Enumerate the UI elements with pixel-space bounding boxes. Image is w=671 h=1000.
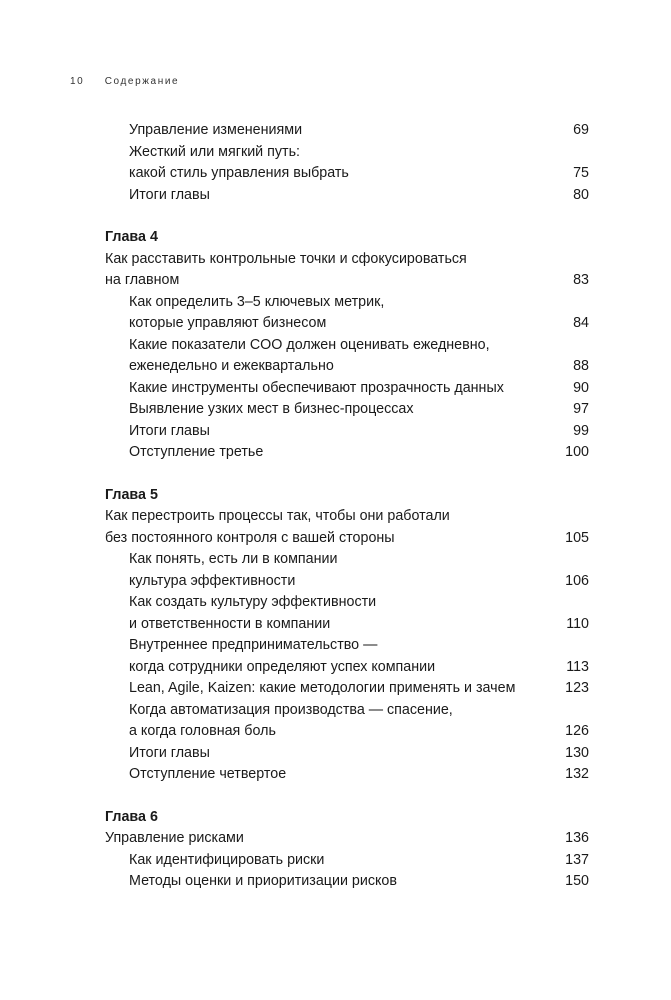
toc-entry-line: [105, 249, 589, 271]
toc-subentry-line: [105, 571, 589, 593]
toc-entry-text: на главном: [105, 272, 180, 288]
toc-entry-text: Lean, Agile, Kaizen: какие методологии применять и зачем: [129, 680, 516, 696]
toc-subentry-line: [105, 378, 589, 400]
page-number: 10: [70, 76, 85, 87]
toc-page-number: 97: [573, 401, 589, 417]
toc-page-number: 88: [573, 358, 589, 374]
toc-entry-text: Методы оценки и приоритизации рисков: [129, 873, 397, 889]
running-title: Содержание: [104, 76, 180, 87]
toc-subentry-line: [105, 678, 589, 700]
toc-entry-text: какой стиль управления выбрать: [129, 165, 349, 181]
toc-page-number: 84: [573, 315, 589, 331]
toc-chapter: [105, 227, 589, 464]
toc-subentry-line: [105, 635, 589, 657]
toc-subentry-line: [105, 120, 589, 142]
toc-page-number: 132: [565, 766, 589, 782]
toc-entry-text: культура эффективности: [129, 572, 296, 589]
toc-subentry-line: [105, 871, 589, 893]
toc-entry-line: [105, 506, 589, 528]
toc-entry-text: Управление изменениями: [129, 122, 303, 138]
toc-entry-text: Как определить 3–5 ключевых метрик,: [129, 293, 385, 310]
toc-subentry-line: [105, 356, 589, 378]
toc-page-number: 83: [573, 272, 589, 288]
toc-entry-text: Жесткий или мягкий путь:: [129, 143, 301, 160]
toc-entry-text: Какие показатели COO должен оценивать ежедневно,: [129, 336, 490, 353]
toc-entry-text: Отступление четвертое: [129, 766, 287, 782]
toc-section-continued: [105, 120, 589, 206]
toc-chapter: [105, 485, 589, 786]
toc-subentry-line: [105, 185, 589, 207]
toc-entry-line: [105, 528, 589, 550]
toc-subentry-line: [105, 142, 589, 164]
toc-page-number: 80: [573, 186, 589, 203]
toc-entry-text: Как понять, есть ли в компании: [129, 551, 338, 567]
toc-entry-text: Итоги главы: [129, 744, 210, 761]
toc-page-number: 106: [565, 572, 589, 589]
toc-subentry-line: [105, 592, 589, 614]
toc-entry-text: и ответственности в компании: [129, 615, 331, 632]
toc-entry-text: Как создать культуру эффективности: [129, 594, 377, 610]
toc-page-number: 90: [573, 379, 589, 396]
toc-entry-text: Внутреннее предпринимательство —: [129, 637, 378, 653]
toc-page-number: 137: [565, 851, 589, 868]
table-of-contents: [105, 120, 589, 914]
toc-entry-text: Когда автоматизация производства — спасение,: [129, 701, 453, 718]
chapter-label: Глава 4: [105, 229, 158, 245]
toc-entry-text: Управление рисками: [105, 830, 244, 846]
toc-subentry-line: [105, 764, 589, 786]
toc-entry-text: еженедельно и ежеквартально: [129, 358, 334, 374]
toc-page-number: 105: [565, 529, 589, 546]
toc-page-number: 110: [566, 615, 589, 632]
toc-page-number: 113: [566, 658, 589, 675]
toc-subentry-line: [105, 163, 589, 185]
toc-entry-text: Как расставить контрольные точки и сфокусироваться: [105, 250, 467, 267]
running-head: [70, 76, 179, 87]
toc-subentry-line: [105, 442, 589, 464]
toc-page-number: 136: [565, 830, 589, 846]
toc-subentry-line: [105, 313, 589, 335]
toc-subentry-line: [105, 700, 589, 722]
toc-entry-text: когда сотрудники определяют успех компании: [129, 658, 436, 675]
toc-page-number: 100: [565, 444, 589, 460]
toc-page-number: 123: [565, 680, 589, 696]
toc-entry-text: Отступление третье: [129, 444, 264, 460]
toc-entry-text: Какие инструменты обеспечивают прозрачность данных: [129, 379, 504, 396]
chapter-label: Глава 5: [105, 486, 158, 503]
toc-entry-line: [105, 270, 589, 292]
toc-subentry-line: [105, 657, 589, 679]
toc-subentry-line: [105, 335, 589, 357]
toc-subentry-line: [105, 292, 589, 314]
toc-page-number: 69: [573, 122, 589, 138]
toc-subentry-line: [105, 743, 589, 765]
toc-page-number: 130: [565, 744, 589, 761]
chapter-label: Глава 6: [105, 808, 158, 825]
toc-subentry-line: [105, 399, 589, 421]
toc-entry-text: Как перестроить процессы так, чтобы они работали: [105, 508, 450, 524]
toc-subentry-line: [105, 614, 589, 636]
toc-subentry-line: [105, 721, 589, 743]
toc-page-number: 126: [565, 723, 589, 739]
toc-page-number: 150: [565, 873, 589, 889]
toc-subentry-line: [105, 421, 589, 443]
toc-entry-text: Выявление узких мест в бизнес-процессах: [129, 401, 414, 417]
toc-entry-text: Итоги главы: [129, 186, 210, 203]
toc-entry-line: [105, 828, 589, 850]
toc-entry-text: Как идентифицировать риски: [129, 851, 325, 868]
toc-entry-text: Итоги главы: [129, 422, 210, 439]
toc-subentry-line: [105, 850, 589, 872]
toc-page-number: 99: [573, 422, 589, 439]
toc-page-number: 75: [573, 165, 589, 181]
toc-entry-text: без постоянного контроля с вашей стороны: [105, 529, 395, 546]
toc-entry-text: а когда головная боль: [129, 723, 276, 739]
toc-chapter: [105, 807, 589, 893]
toc-subentry-line: [105, 549, 589, 571]
toc-entry-text: которые управляют бизнесом: [129, 315, 327, 331]
